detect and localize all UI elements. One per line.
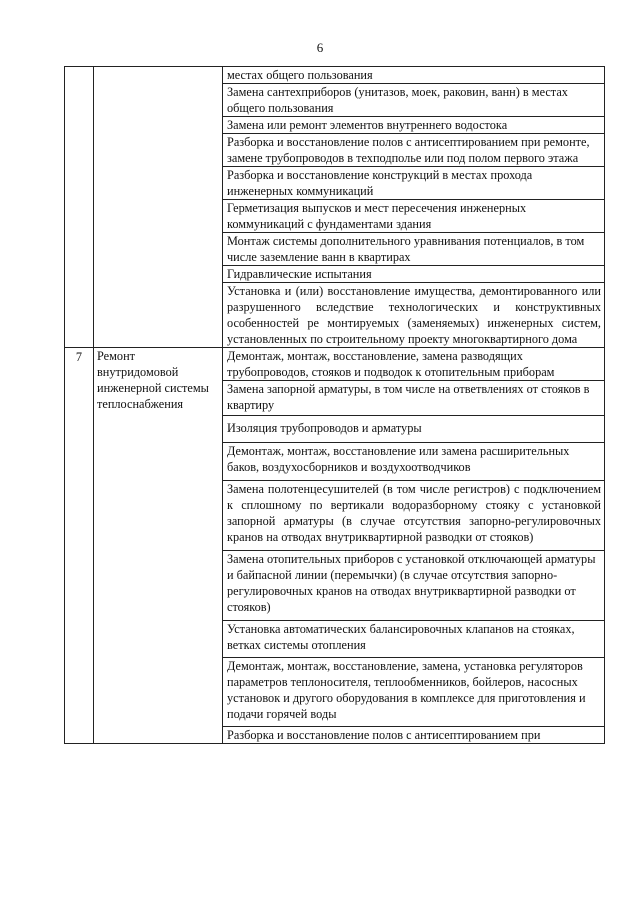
work-cell: Разборка и восстановление полов с антисептированием при ремонте, замене трубопроводов в техподполье или под полом первого этажа (223, 134, 605, 167)
work-cell: местах общего пользования (223, 67, 605, 84)
work-cell: Замена сантехприборов (унитазов, моек, раковин, ванн) в местах общего пользования (223, 84, 605, 117)
work-cell: Демонтаж, монтаж, восстановление, замена разводящих трубопроводов, стояков и подводок к отопительным приборам (223, 348, 605, 381)
table-row (65, 67, 605, 84)
work-cell: Установка и (или) восстановление имущества, демонтированного или разрушенного вследствие технологических и конструктивных особенностей ре монтируемых (заменяемых) инженерных систем, установленных по строительному проекту многоквартирного дома (223, 283, 605, 348)
work-cell: Разборка и восстановление полов с антисептированием при (223, 727, 605, 744)
number-cell (65, 67, 94, 348)
work-cell: Монтаж системы дополнительного уравнивания потенциалов, в том числе заземление ванн в квартирах (223, 233, 605, 266)
work-cell: Установка автоматических балансировочных клапанов на стояках, ветках системы отопления (223, 621, 605, 658)
work-cell: Замена или ремонт элементов внутреннего водостока (223, 117, 605, 134)
work-cell: Замена запорной арматуры, в том числе на ответвлениях от стояков в квартиру (223, 381, 605, 416)
work-cell: Замена полотенцесушителей (в том числе регистров) с подключением к сплошному по вертикали водоразборному стояку с установкой запорной арматуры (в случае отсутствия запорно-регулировочных кранов на отводах внутриквартирной разводки от стояков) (223, 481, 605, 551)
work-cell: Демонтаж, монтаж, восстановление, замена, установка регуляторов параметров теплоносителя, теплообменников, бойлеров, насосных установок и другого оборудования в комплексе для приготовления и подачи горячей воды (223, 658, 605, 727)
work-cell: Демонтаж, монтаж, восстановление или замена расширительных баков, воздухосборников и воздухоотводчиков (223, 443, 605, 481)
work-cell: Изоляция трубопроводов и арматуры (223, 416, 605, 443)
work-cell: Замена отопительных приборов с установкой отключающей арматуры и байпасной линии (перемычки) (в случае отсутствия запорно-регулировочных кранов на отводах внутриквартирной разводки от стояков) (223, 551, 605, 621)
works-table (64, 66, 605, 744)
system-cell (94, 67, 223, 348)
work-cell: Разборка и восстановление конструкций в местах прохода инженерных коммуникаций (223, 167, 605, 200)
page-number: 6 (316, 40, 324, 55)
section-number: 7 (65, 348, 94, 744)
work-cell: Гидравлические испытания (223, 266, 605, 283)
section-name: Ремонт внутридомовой инженерной системы теплоснабжения (94, 348, 223, 744)
table-row (65, 348, 605, 381)
work-cell: Герметизация выпусков и мест пересечения инженерных коммуникаций с фундаментами здания (223, 200, 605, 233)
